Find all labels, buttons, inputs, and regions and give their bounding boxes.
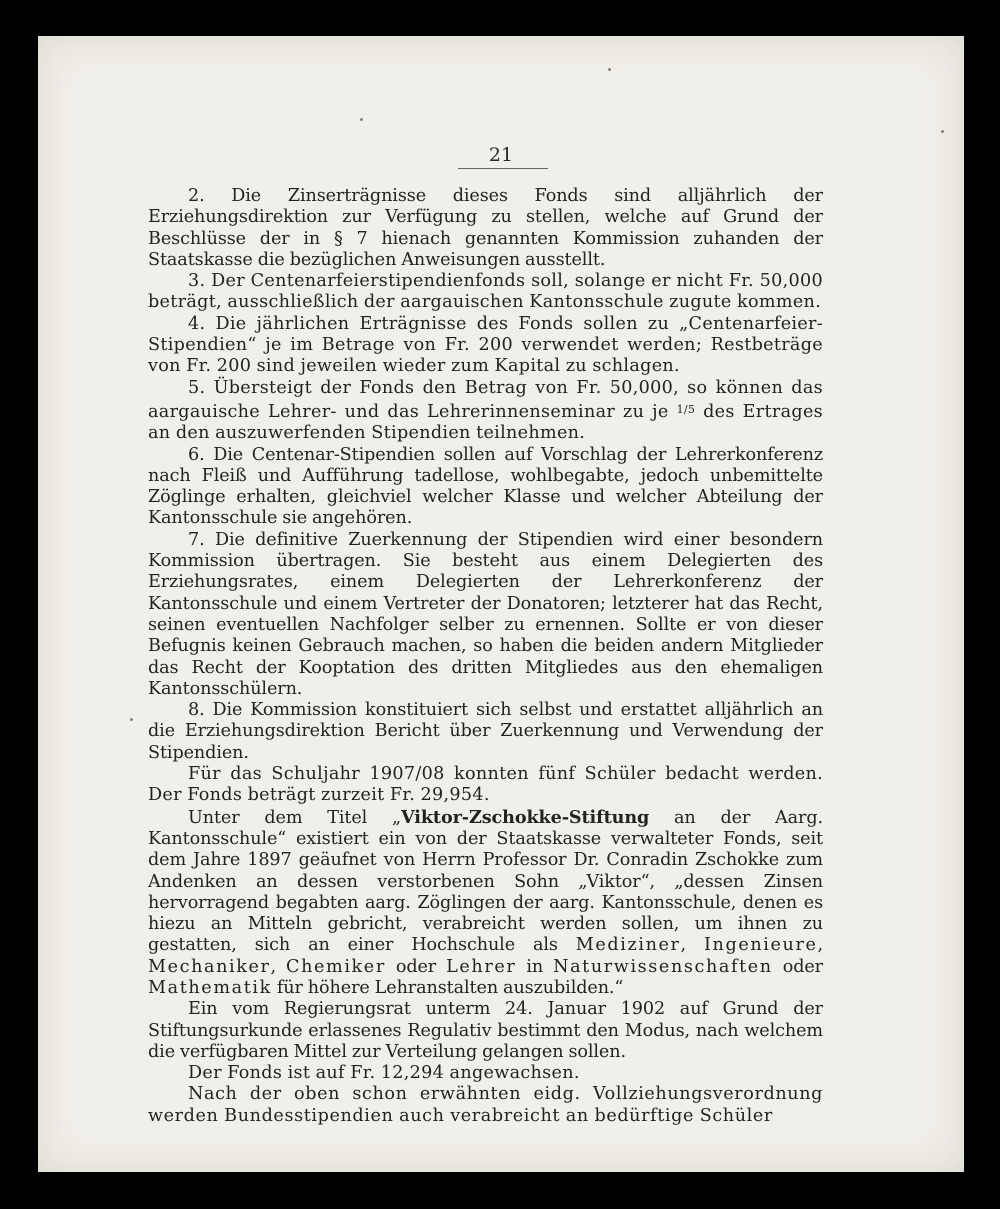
paper-speck [360,118,363,121]
term-chemiker: Chemiker [286,956,386,977]
paragraph-8: 8. Die Kommission konstituiert sich selbst und erstattet alljährlich an die Erziehungsdirektion Bericht über Zuerkennung und Verwendung der Stipendien. [148,700,823,763]
paper-speck [941,130,944,133]
zschokke-sep: oder [385,956,447,977]
zschokke-sep: oder [772,956,823,977]
paragraph-4: 4. Die jährlichen Erträgnisse des Fonds sollen zu „Centenarfeier-Stipendien“ je im Betrage von Fr. 200 verwendet werden; Restbeträge von Fr. 200 sind jeweilen wieder zum Kapital zu schlagen. [148,313,823,377]
paragraph-5 [148,378,823,445]
term-mathematik: Mathematik [148,977,272,998]
zschokke-title: Viktor-Zschokke-Stiftung [401,806,650,828]
term-ingenieure: Ingenieure [704,935,818,956]
paragraph-zschokke [148,807,823,1000]
paragraph-3: 3. Der Centenarfeierstipendienfonds soll, solange er nicht Fr. 50,000 beträgt, ausschließlich der aargauischen Kantonsschule zugute kommen. [148,271,823,313]
paragraph-5-text: 5. Übersteigt der Fonds den Betrag von Fr. 50,000, so können das aargauische Lehrer- und das Lehrerinnenseminar zu je [148,377,823,422]
page-number-rule [458,168,548,169]
paragraph-2: 2. Die Zinserträgnisse dieses Fonds sind alljährlich der Erziehungsdirektion zur Verfügung zu stellen, welche auf Grund der Beschlüsse der in § 7 hienach genannten Kommission zuhanden der Staatskasse die bezüglichen Anweisungen ausstellt. [148,186,823,270]
zschokke-sep: , [270,956,287,977]
term-lehrer: Lehrer [446,956,517,977]
paragraph-7: 7. Die definitive Zuerkennung der Stipendien wird einer besondern Kommission übertragen. Sie besteht aus einem Delegierten des Erziehungsrates, einem Delegierten der Lehrerkonferenz der Kantonsschule und einem Vertreter der Donatoren; letzterer hat das Recht, seinen eventuellen Nachfolger selber zu ernennen. Sollte er von dieser Befugnis keinen Gebrauch machen, so haben die beiden andern Mitglieder das Recht der Kooptation des dritten Mitgliedes aus den ehemaligen Kantonsschülern. [148,529,823,699]
fraction-one-fifth: 1/5 [676,402,696,416]
paragraph-fonds: Der Fonds ist auf Fr. 12,294 angewachsen. [188,1063,580,1084]
paragraph-schuljahr: Für das Schuljahr 1907/08 konnten fünf Schüler bedacht werden. Der Fonds beträgt zurzeit Fr. 29,954. [148,764,823,806]
zschokke-sep: , [817,935,823,956]
body-text [148,186,823,1127]
paper-speck [130,718,133,721]
paragraph-6: 6. Die Centenar-Stipendien sollen auf Vorschlag der Lehrerkonferenz nach Fleiß und Aufführung tadellose, wohlbegabte, jedoch unbemittelte Zöglinge erhalten, gleichviel welcher Klasse und welcher Abteilung der Kantonsschule sie angehören. [148,444,823,529]
paragraph-bundesstipendien: Nach der oben schon erwähnten eidg. Vollziehungsverordnung werden Bundesstipendien auch verabreicht an bedürftige Schüler [148,1084,823,1126]
zschokke-sep: , [680,935,704,956]
zschokke-intro: Unter dem Titel „ [188,807,402,828]
zschokke-sep: in [516,956,554,977]
document-page [38,36,964,1172]
zschokke-main: an der Aarg. Kantonsschule“ existiert ein von der Staatskasse verwalteter Fonds, seit dem Jahre 1897 geäufnet von Herrn Professor Dr. Conradin Zschokke zum Andenken an dessen verstorbenen Sohn „Viktor“, „dessen Zinsen hervorragend begabten aarg. Zöglingen der aarg. Kantonsschule, denen es hiezu an Mitteln gebricht, verabreicht werden sollen, um ihnen zu gestatten, sich an einer Hochschule als [148,807,824,956]
zschokke-end: für höhere Lehranstalten auszubilden.“ [271,977,624,998]
paragraph-5-text-end: des Ertrages an den auszuwerfenden Stipendien teilnehmen. [148,401,823,444]
term-naturwissenschaften: Naturwissenschaften [553,956,773,977]
term-mechaniker: Mechaniker [148,956,271,977]
page-number: 21 [488,144,514,166]
paper-speck [608,68,611,71]
paragraph-regulativ: Ein vom Regierungsrat unterm 24. Januar 1902 auf Grund der Stiftungsurkunde erlassenes Regulativ bestimmt den Modus, nach welchem die verfügbaren Mittel zur Verteilung gelangen sollen. [148,999,823,1062]
term-mediziner: Mediziner [575,935,681,956]
